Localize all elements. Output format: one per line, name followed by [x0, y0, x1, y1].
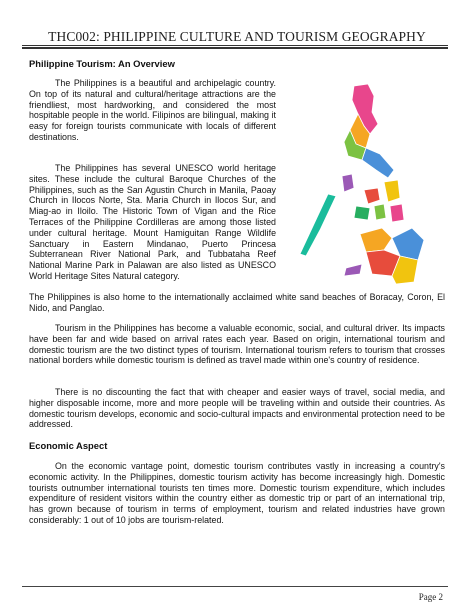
map-region [364, 188, 380, 204]
map-region [342, 174, 354, 192]
section-heading-overview: Philippine Tourism: An Overview [29, 58, 175, 69]
philippines-map [284, 78, 454, 298]
map-region [384, 180, 400, 202]
map-region [300, 194, 336, 256]
header-title: THC002: PHILIPPINE CULTURE AND TOURISM GEOGRAPHY [48, 29, 426, 44]
map-region [374, 204, 386, 220]
paragraph-tourism-driver: Tourism in the Philippines has become a valuable economic, social, and cultural driver. Its impacts have been far and wide based on arrival rates each year. Based on origin, international tourism and domestic tourism are the two distinct types of tourism. International tourism refers to tourism that crosses national borders while domestic tourism is defined as travel made within one's country of residence. [29, 323, 445, 366]
philippines-map-graphic [284, 78, 454, 298]
header-rule-thick [22, 47, 448, 49]
map-region [390, 204, 404, 222]
paragraph-unesco: The Philippines has several UNESCO world heritage sites. These include the cultural Baroque Churches of the Philippines, such as the San Agustin Church in Manila, Paoay Church in Ilocos Norte, Sta. Maria Church in Ilocos Sur, and Miag-ao in Iloilo. The Historic Town of Vigan and the Rice Terraces of the Philippine Cordilleras are among those listed under cultural heritage. Mount Hamiguitan Range Wildlife Sanctuary in Eastern Mindanao, Puerto Princesa Subterranean River National Park, and Tubbataha Reef National Marine Park in Palawan are also listed as UNESCO World Heritage Sites Natural category. [29, 163, 276, 281]
paragraph-travel-trends: There is no discounting the fact that with cheaper and easier ways of travel, social media, and higher disposable income, more and more people will be traveling within and outside their countries. As domestic tourism develops, economic and socio-cultural impacts and environmental protection need to be addressed. [29, 387, 445, 430]
map-region [344, 264, 362, 276]
paragraph-beaches: The Philippines is also home to the internationally acclaimed white sand beaches of Boracay, Coron, El Nido, and Panglao. [29, 292, 445, 313]
paragraph-intro: The Philippines is a beautiful and archipelagic country. On top of its natural and cultural/heritage attractions are the friendliest, most hardworking, and considered the most hospitable people in the world. Filipinos are bilingual, making it easy for foreign tourists communicate with locals of different destinations. [29, 78, 276, 142]
page-number: Page 2 [418, 592, 443, 602]
map-region [362, 148, 394, 178]
paragraph-economic: On the economic vantage point, domestic tourism contributes vastly in increasing a country's economic activity. In the Philippines, domestic tourism activity has become increasingly high. Domestic tourists outnumber international tourists ten times more. Domestic tourism expenditure, which includes expenditure of resident visitors within the country either as domestic trip or part of an international trip, has grown because of tourism in terms of employment, tourism and related industries have grown considerably: 1 out of 10 jobs are tourism-related. [29, 461, 445, 525]
section-heading-economic: Economic Aspect [29, 440, 108, 451]
header-rule [22, 45, 448, 46]
map-region [354, 206, 370, 220]
footer-rule [22, 586, 448, 587]
map-region [360, 228, 392, 252]
